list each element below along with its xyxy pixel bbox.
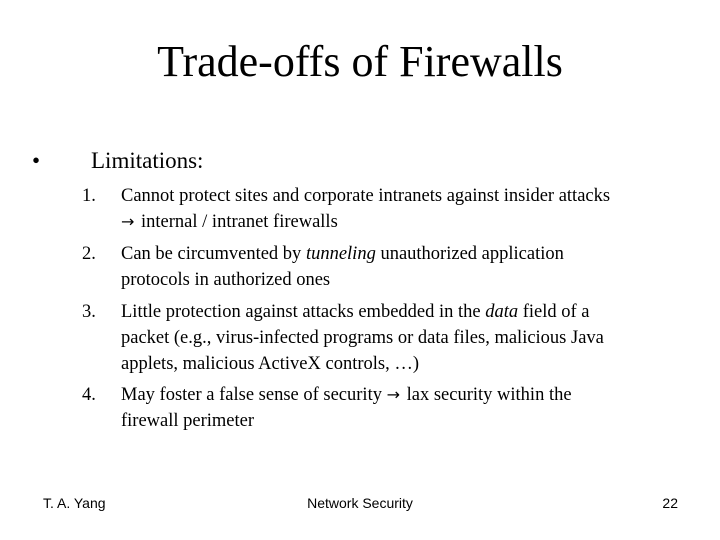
item-line-text: unauthorized application	[375, 244, 564, 264]
item-text	[121, 382, 681, 434]
item-line-text: lax security within the	[402, 385, 572, 405]
item-line: Cannot protect sites and corporate intranets against insider attacks	[121, 186, 611, 206]
item-line-text: Can be circumvented by	[121, 244, 306, 264]
item-number: 3.	[82, 302, 96, 322]
item-text	[121, 241, 681, 293]
item-line	[121, 382, 681, 408]
item-line: applets, malicious ActiveX controls, …)	[121, 354, 419, 374]
item-line	[121, 299, 681, 325]
item-number: 4.	[82, 385, 96, 405]
emphasis-text: tunneling	[305, 244, 376, 264]
item-number: 2.	[82, 244, 96, 264]
item-line-text: May foster a false sense of security	[121, 385, 387, 405]
item-line: packet (e.g., virus-infected programs or data files, malicious Java	[121, 328, 604, 348]
item-line	[121, 241, 681, 267]
footer-author: T. A. Yang	[43, 495, 106, 511]
item-number: 1.	[82, 186, 96, 206]
item-line-text: internal / intranet firewalls	[141, 212, 338, 232]
item-line: firewall perimeter	[121, 411, 255, 431]
item-text	[121, 183, 681, 235]
bullet-symbol: •	[32, 148, 41, 173]
bullet-text: Limitations:	[91, 148, 204, 173]
emphasis-text: data	[485, 302, 519, 322]
item-line: protocols in authorized ones	[121, 270, 331, 290]
footer-course: Network Security	[307, 495, 413, 511]
item-line-text: field of a	[518, 302, 590, 322]
item-line-text: Little protection against attacks embedded in the	[121, 302, 486, 322]
arrow-right-icon: →	[386, 385, 400, 404]
slide-title: Trade-offs of Firewalls	[157, 37, 563, 86]
arrow-right-icon: →	[121, 212, 135, 231]
footer-page-number: 22	[662, 495, 678, 511]
item-line	[121, 209, 681, 235]
item-text	[121, 299, 681, 377]
